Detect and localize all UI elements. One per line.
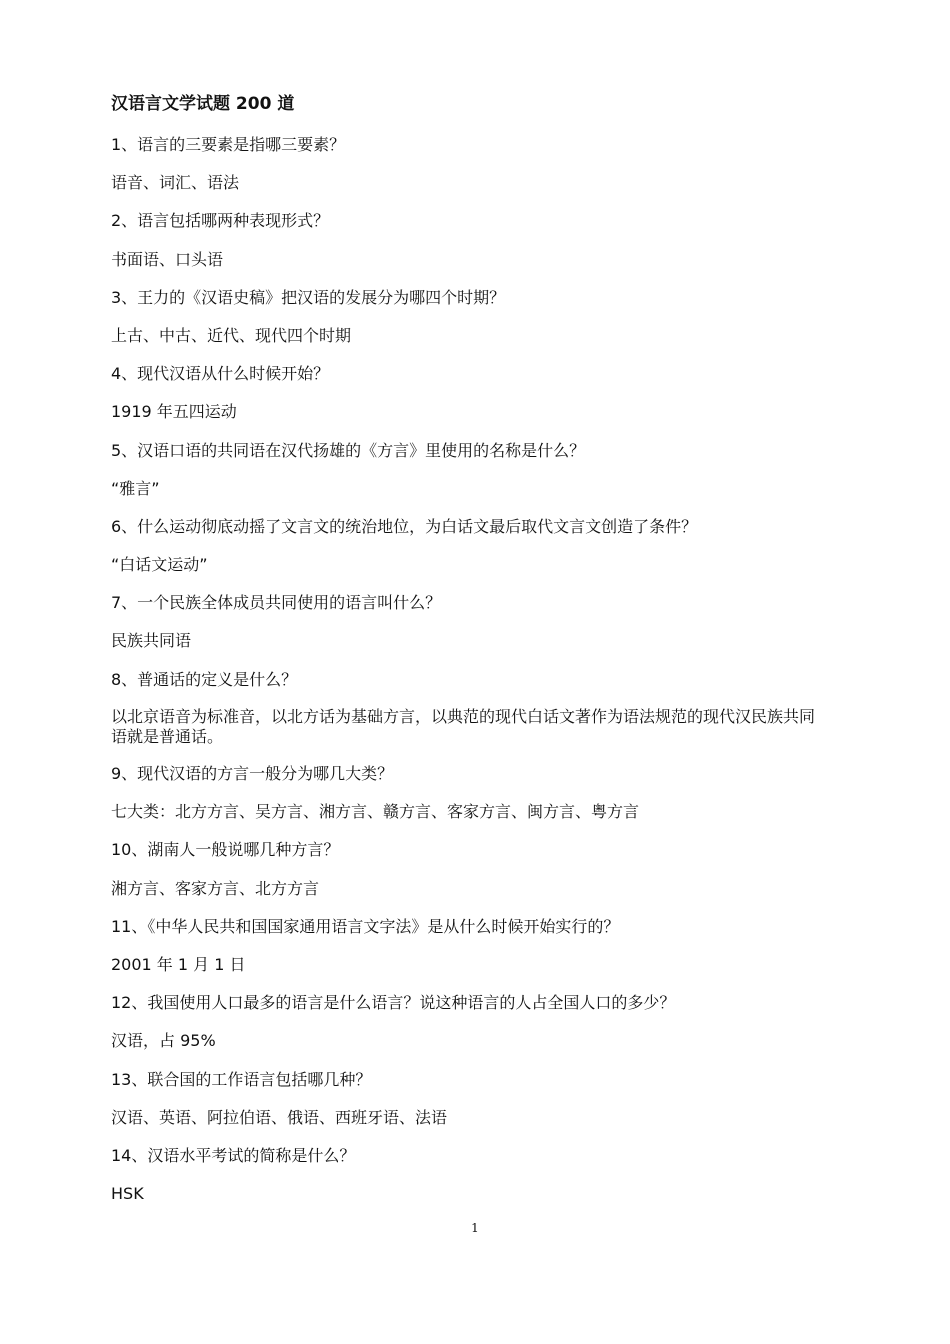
answer-13: 汉语、英语、阿拉伯语、俄语、西班牙语、法语 <box>111 1107 448 1127</box>
answer-14: HSK <box>111 1184 144 1204</box>
question-13: 13、联合国的工作语言包括哪几种？ <box>111 1069 372 1089</box>
answer-9: 七大类：北方方言、吴方言、湘方言、赣方言、客家方言、闽方言、粤方言 <box>111 802 640 822</box>
question-11: 11、《中华人民共和国国家通用语言文字法》是从什么时候开始实行的？ <box>111 916 620 936</box>
answer-5: “雅言” <box>111 478 160 498</box>
question-3: 3、王力的《汉语史稿》把汉语的发展分为哪四个时期？ <box>111 287 506 307</box>
qa-list <box>111 134 821 1221</box>
question-2: 2、语言包括哪两种表现形式？ <box>111 211 330 231</box>
page-number: 1 <box>471 1221 479 1235</box>
answer-3: 上古、中古、近代、现代四个时期 <box>111 325 352 345</box>
answer-2: 书面语、口头语 <box>111 249 224 269</box>
answer-8: 以北京语音为标准音，以北方话为基础方言，以典范的现代白话文著作为语法规范的现代汉民族共同语就是普通话。 <box>111 706 816 746</box>
answer-4: 1919 年五四运动 <box>111 402 237 422</box>
question-5: 5、汉语口语的共同语在汉代扬雄的《方言》里使用的名称是什么？ <box>111 440 586 460</box>
answer-6: “白话文运动” <box>111 555 208 575</box>
answer-11: 2001 年 1 月 1 日 <box>111 954 246 974</box>
question-4: 4、现代汉语从什么时候开始？ <box>111 364 330 384</box>
question-7: 7、一个民族全体成员共同使用的语言叫什么？ <box>111 593 442 613</box>
question-12: 12、我国使用人口最多的语言是什么语言？说这种语言的人占全国人口的多少？ <box>111 993 676 1013</box>
question-14: 14、汉语水平考试的简称是什么？ <box>111 1145 356 1165</box>
answer-10: 湘方言、客家方言、北方方言 <box>111 878 320 898</box>
document-title: 汉语言文学试题 200 道 <box>111 94 295 114</box>
question-9: 9、现代汉语的方言一般分为哪几大类？ <box>111 764 394 783</box>
question-6: 6、什么运动彻底动摇了文言文的统治地位，为白话文最后取代文言文创造了条件？ <box>111 516 698 536</box>
question-8: 8、普通话的定义是什么？ <box>111 669 298 689</box>
answer-1: 语音、词汇、语法 <box>111 173 240 193</box>
question-1: 1、语言的三要素是指哪三要素？ <box>111 135 346 154</box>
question-10: 10、湖南人一般说哪几种方言？ <box>111 840 340 860</box>
answer-12: 汉语，占 95% <box>111 1031 216 1051</box>
answer-7: 民族共同语 <box>111 631 192 651</box>
